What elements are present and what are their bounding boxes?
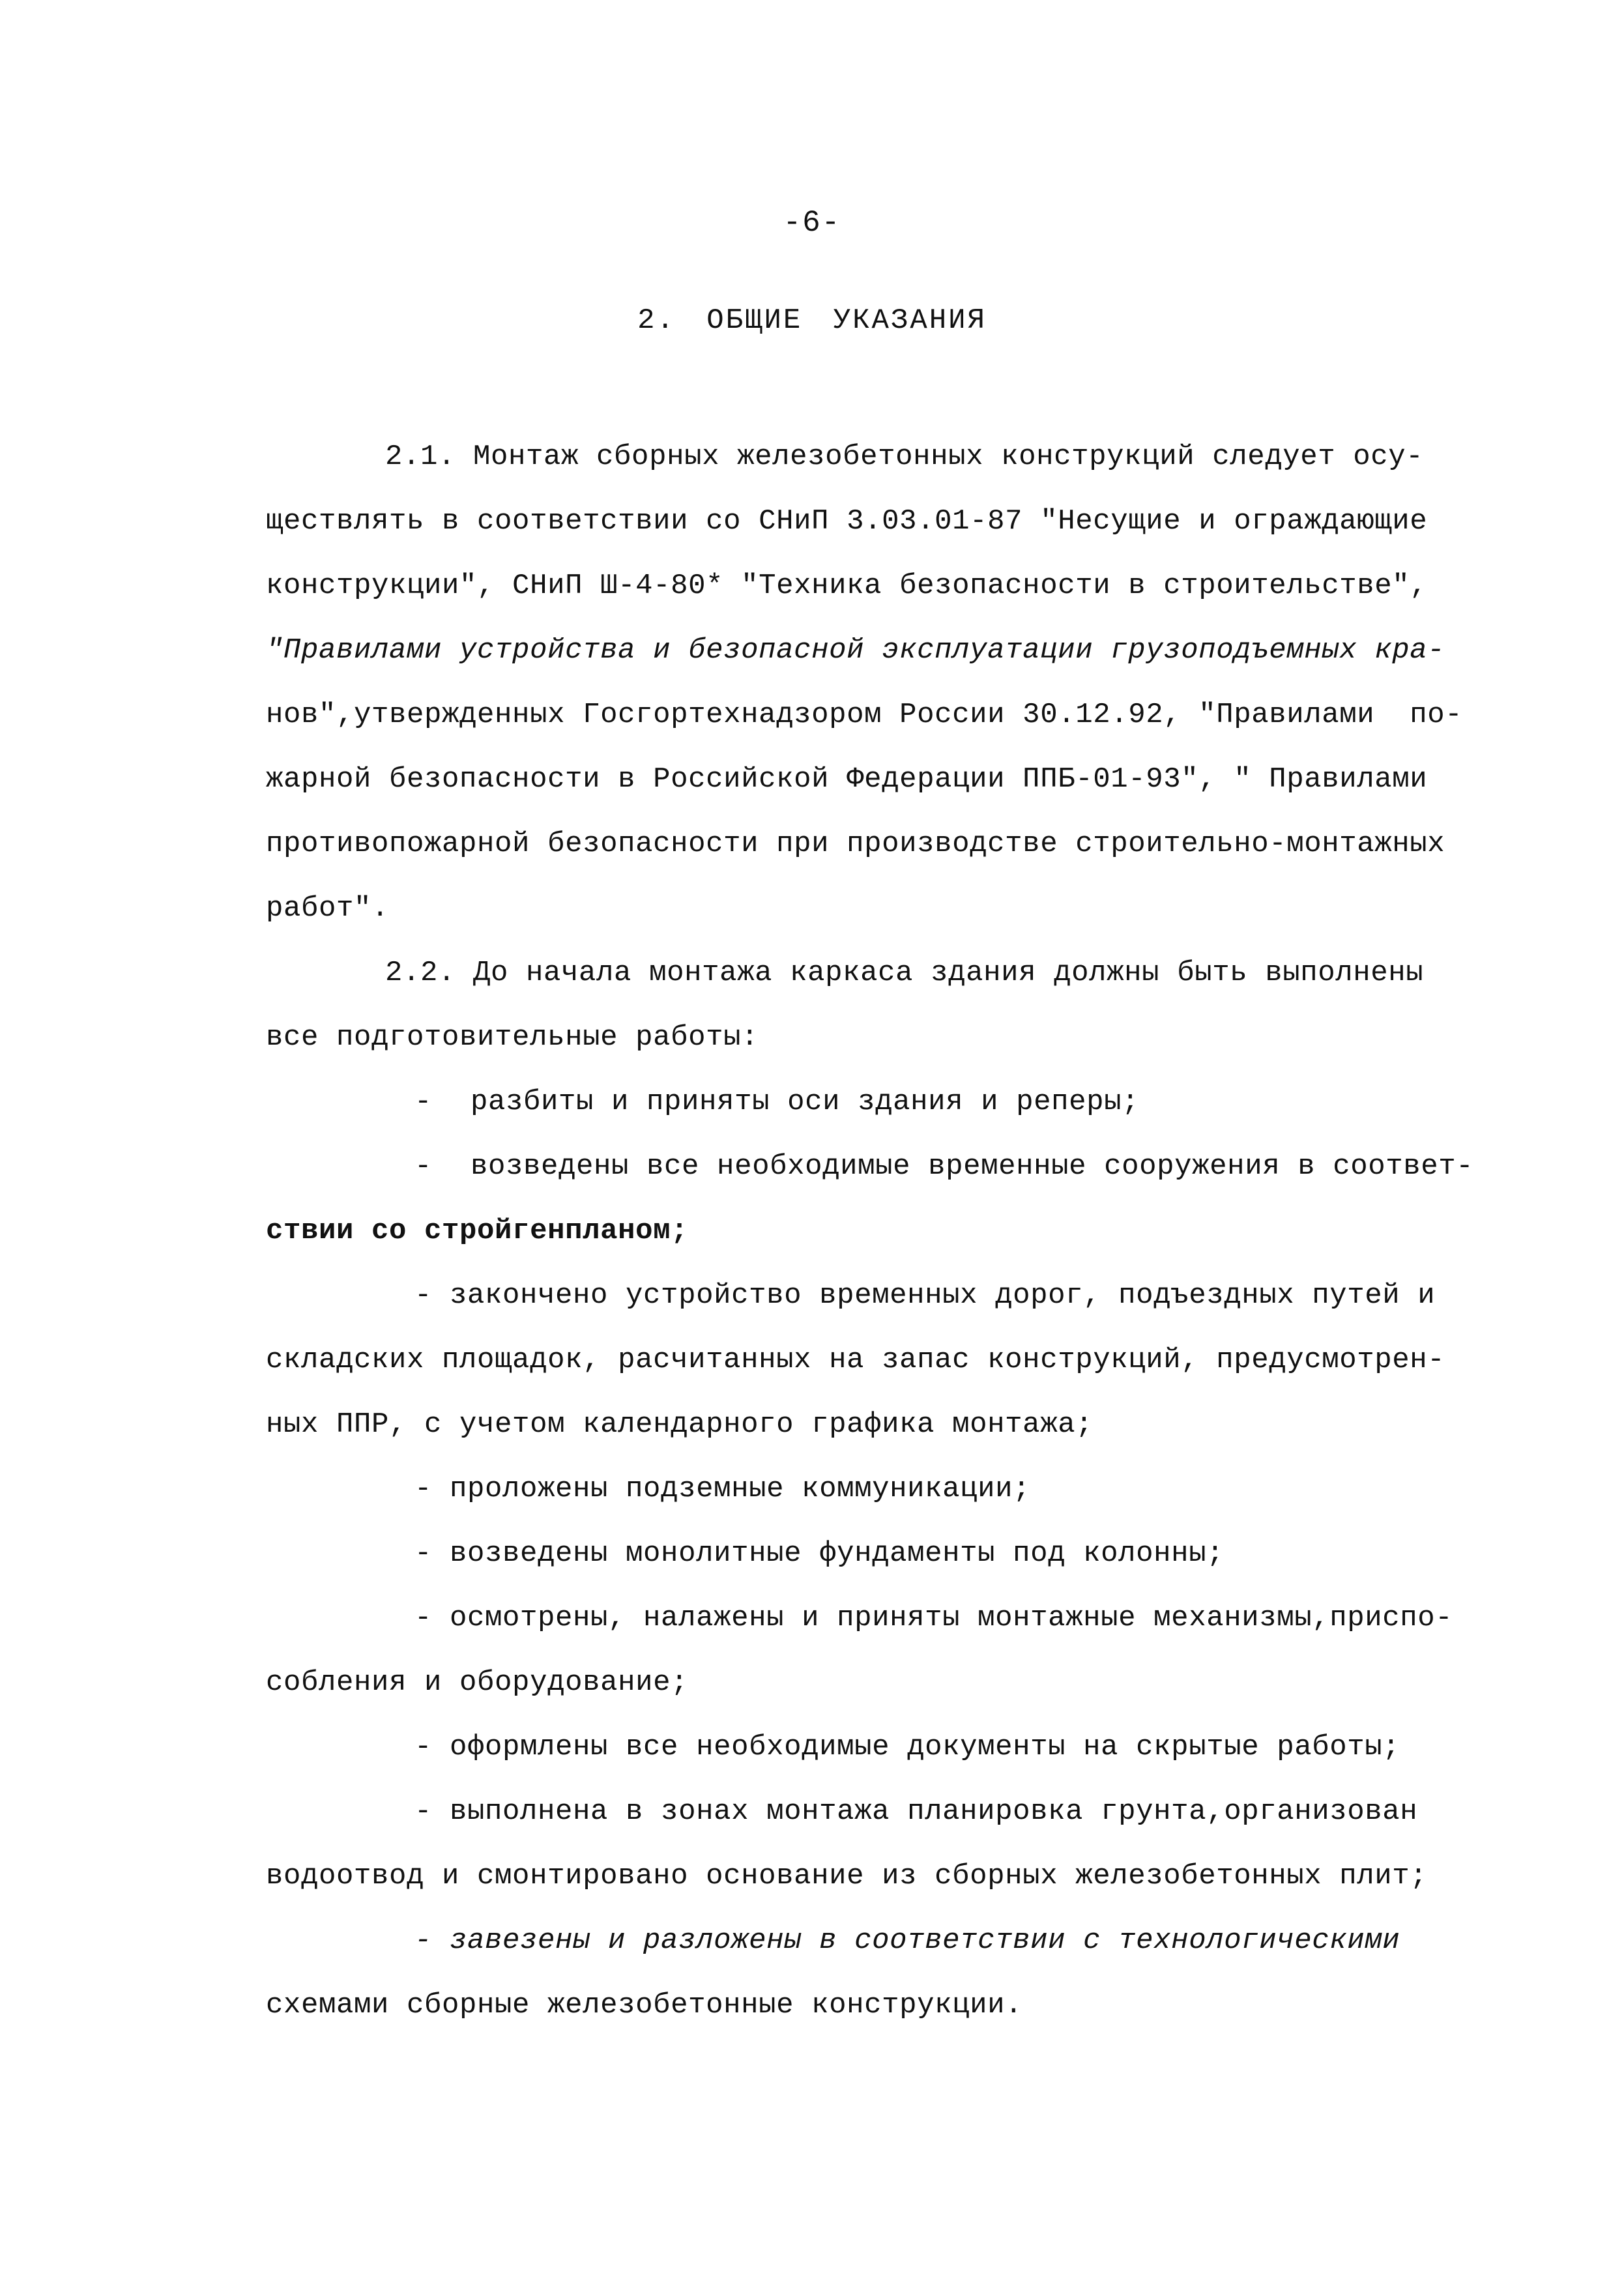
paragraph-2-1-line-3: конструкции", СНиП Ш-4-80* "Техника безопасности в строительстве",: [266, 570, 1428, 602]
page-number: -6-: [783, 206, 841, 240]
paragraph-2-1-line-5: нов",утвержденных Госгортехнадзором России 30.12.92, "Правилами по-: [266, 699, 1463, 731]
list-dash: -: [414, 1150, 433, 1183]
paragraph-2-1-line-1: 2.1. Монтаж сборных железобетонных конструкций следует осу-: [385, 441, 1424, 473]
list-item-roads: - закончено устройство временных дорог, подъездных путей и: [414, 1279, 1436, 1312]
list-item-axes: [266, 1070, 1608, 1135]
list-dash: -: [414, 1086, 433, 1118]
list-item-mechanisms: - осмотрены, налажены и приняты монтажные механизмы,приспо-: [414, 1602, 1453, 1634]
section-heading: 2. ОБЩИЕ УКАЗАНИЯ: [637, 304, 987, 337]
paragraph-2-1-line-7: противопожарной безопасности при производстве строительно-монтажных: [266, 828, 1445, 860]
paragraph-2-2-line-2: все подготовительные работы:: [266, 1021, 759, 1054]
list-item-text: разбиты и приняты оси здания и реперы;: [471, 1086, 1140, 1118]
body-text: [266, 425, 1608, 2038]
list-item-temporary-structures: [266, 1135, 1608, 1199]
paragraph-2-1-line-8: работ".: [266, 892, 390, 925]
list-item-communications: - проложены подземные коммуникации;: [414, 1473, 1031, 1505]
list-item-text: возведены все необходимые временные сооружения в соответ-: [471, 1150, 1474, 1183]
list-item-temporary-structures-cont: ствии со стройгенпланом;: [266, 1215, 689, 1247]
list-item-delivery-cont: схемами сборные железобетонные конструкции.: [266, 1989, 1023, 2022]
list-item-foundations: - возведены монолитные фундаменты под колонны;: [414, 1537, 1225, 1570]
list-item-grading-cont: водоотвод и смонтировано основание из сборных железобетонных плит;: [266, 1860, 1428, 1892]
list-item-roads-cont-1: складских площадок, расчитанных на запас конструкций, предусмотрен-: [266, 1344, 1445, 1376]
list-item-grading: - выполнена в зонах монтажа планировка грунта,организован: [414, 1795, 1418, 1828]
paragraph-2-2-line-1: 2.2. До начала монтажа каркаса здания должны быть выполнены: [385, 957, 1424, 989]
paragraph-2-1-line-4: "Правилами устройства и безопасной эксплуатации грузоподъемных кра-: [266, 634, 1445, 667]
list-item-roads-cont-2: ных ППР, с учетом календарного графика монтажа;: [266, 1408, 1094, 1441]
list-item-documents: - оформлены все необходимые документы на скрытые работы;: [414, 1731, 1400, 1763]
list-item-delivery: - завезены и разложены в соответствии с технологическими: [414, 1924, 1400, 1957]
paragraph-2-1-line-6: жарной безопасности в Российской Федерации ППБ-01-93", " Правилами: [266, 763, 1428, 796]
paragraph-2-1-line-2: ществлять в соответствии со СНиП 3.03.01-87 "Несущие и ограждающие: [266, 505, 1428, 538]
list-item-mechanisms-cont: собления и оборудование;: [266, 1666, 689, 1699]
